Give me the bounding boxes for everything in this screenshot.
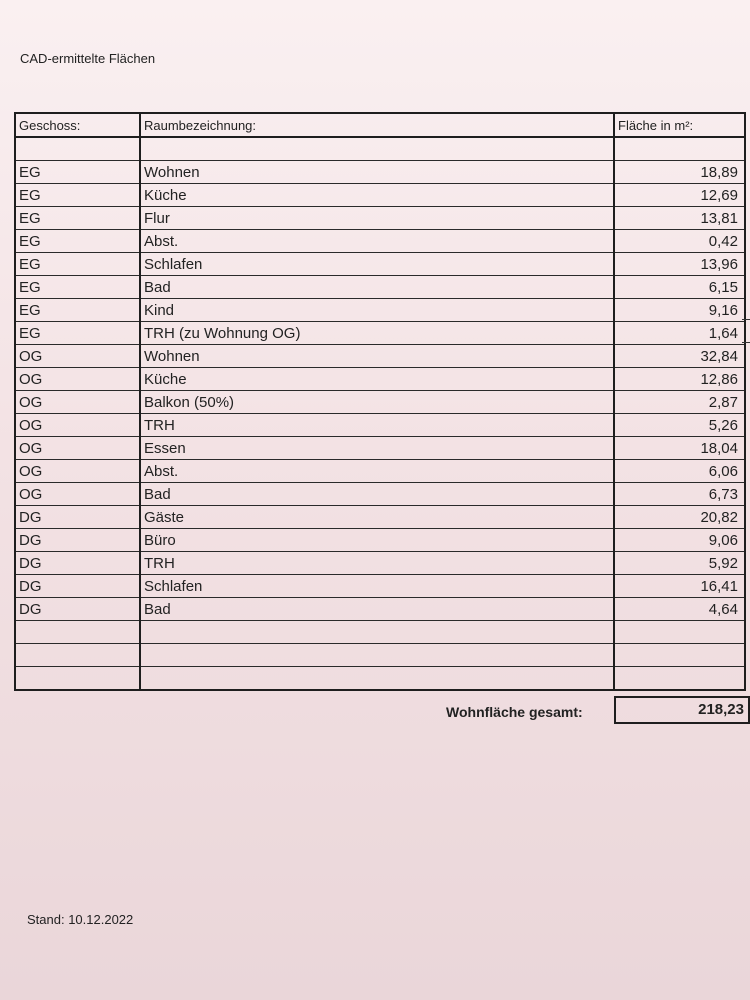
table-row (15, 575, 745, 598)
cell-geschoss: OG (15, 414, 140, 437)
cell-flaeche: 13,96 (614, 253, 745, 276)
empty-row (15, 667, 745, 691)
cell-raum: Balkon (50%) (140, 391, 614, 414)
cell-raum: Gäste (140, 506, 614, 529)
cell-raum: Büro (140, 529, 614, 552)
cell-flaeche (614, 667, 745, 691)
table-body (15, 137, 745, 690)
table-row (15, 483, 745, 506)
table-row (15, 506, 745, 529)
cell-flaeche: 18,04 (614, 437, 745, 460)
cell-flaeche: 18,89 (614, 161, 745, 184)
table-row (15, 253, 745, 276)
cell-geschoss: OG (15, 460, 140, 483)
empty-row (15, 137, 745, 161)
header-geschoss: Geschoss: (15, 113, 140, 137)
total-label: Wohnfläche gesamt: (446, 704, 583, 720)
header-raumbezeichnung: Raumbezeichnung: (140, 113, 614, 137)
table-row (15, 460, 745, 483)
cell-geschoss: EG (15, 161, 140, 184)
cell-flaeche: 4,64 (614, 598, 745, 621)
cell-flaeche: 12,86 (614, 368, 745, 391)
header-flaeche: Fläche in m²: (614, 113, 745, 137)
cell-raum: TRH (zu Wohnung OG) (140, 322, 614, 345)
empty-row (15, 644, 745, 667)
cell-geschoss: DG (15, 552, 140, 575)
table-header-row (15, 113, 745, 137)
cell-raum: Kind (140, 299, 614, 322)
cell-raum: Bad (140, 276, 614, 299)
cell-geschoss: EG (15, 299, 140, 322)
cell-raum: Flur (140, 207, 614, 230)
cell-raum: Abst. (140, 230, 614, 253)
cell-flaeche (614, 644, 745, 667)
cell-raum (140, 644, 614, 667)
document-title: CAD-ermittelte Flächen (20, 51, 156, 66)
cell-geschoss: DG (15, 598, 140, 621)
cell-flaeche: 1,64 (614, 322, 745, 345)
cell-raum: Schlafen (140, 575, 614, 598)
cell-raum: TRH (140, 414, 614, 437)
cell-geschoss (15, 137, 140, 161)
table-row (15, 414, 745, 437)
table-row (15, 391, 745, 414)
empty-row (15, 621, 745, 644)
cell-geschoss: OG (15, 437, 140, 460)
cell-flaeche: 9,06 (614, 529, 745, 552)
table-row (15, 368, 745, 391)
table-row (15, 276, 745, 299)
cell-flaeche: 9,16 (614, 299, 745, 322)
cell-raum: Küche (140, 368, 614, 391)
cell-flaeche: 6,15 (614, 276, 745, 299)
cell-geschoss (15, 644, 140, 667)
cell-flaeche: 12,69 (614, 184, 745, 207)
cell-raum: Schlafen (140, 253, 614, 276)
area-table (14, 112, 746, 691)
cell-flaeche: 6,06 (614, 460, 745, 483)
cell-flaeche (614, 137, 745, 161)
cell-geschoss: EG (15, 230, 140, 253)
table-row (15, 207, 745, 230)
table-row (15, 552, 745, 575)
margin-tick-mark (742, 342, 750, 343)
cell-flaeche: 16,41 (614, 575, 745, 598)
cell-geschoss: OG (15, 345, 140, 368)
cell-flaeche: 20,82 (614, 506, 745, 529)
cell-raum: TRH (140, 552, 614, 575)
cell-flaeche: 0,42 (614, 230, 745, 253)
table-row (15, 437, 745, 460)
total-value: 218,23 (614, 696, 750, 724)
cell-raum: Abst. (140, 460, 614, 483)
cell-raum (140, 667, 614, 691)
cell-raum: Essen (140, 437, 614, 460)
table-row (15, 345, 745, 368)
table-row (15, 184, 745, 207)
cell-flaeche: 2,87 (614, 391, 745, 414)
cell-raum: Wohnen (140, 161, 614, 184)
cell-geschoss: OG (15, 368, 140, 391)
cell-geschoss: OG (15, 483, 140, 506)
cell-raum: Küche (140, 184, 614, 207)
cell-geschoss: DG (15, 529, 140, 552)
cell-raum: Wohnen (140, 345, 614, 368)
cell-geschoss: EG (15, 253, 140, 276)
cell-geschoss (15, 621, 140, 644)
cell-raum (140, 137, 614, 161)
cell-geschoss: DG (15, 575, 140, 598)
cell-raum (140, 621, 614, 644)
table-row (15, 598, 745, 621)
table-row (15, 161, 745, 184)
cell-geschoss: EG (15, 184, 140, 207)
cell-raum: Bad (140, 483, 614, 506)
cell-geschoss: EG (15, 207, 140, 230)
cell-geschoss: EG (15, 276, 140, 299)
table-row (15, 230, 745, 253)
cell-geschoss (15, 667, 140, 691)
document-date: Stand: 10.12.2022 (27, 912, 134, 927)
table-row (15, 299, 745, 322)
margin-tick-mark (742, 319, 750, 320)
cell-flaeche: 5,26 (614, 414, 745, 437)
table-row (15, 529, 745, 552)
cell-raum: Bad (140, 598, 614, 621)
cell-flaeche (614, 621, 745, 644)
cell-flaeche: 5,92 (614, 552, 745, 575)
cell-flaeche: 32,84 (614, 345, 745, 368)
table-row (15, 322, 745, 345)
cell-flaeche: 13,81 (614, 207, 745, 230)
cell-flaeche: 6,73 (614, 483, 745, 506)
cell-geschoss: EG (15, 322, 140, 345)
cell-geschoss: DG (15, 506, 140, 529)
cell-geschoss: OG (15, 391, 140, 414)
